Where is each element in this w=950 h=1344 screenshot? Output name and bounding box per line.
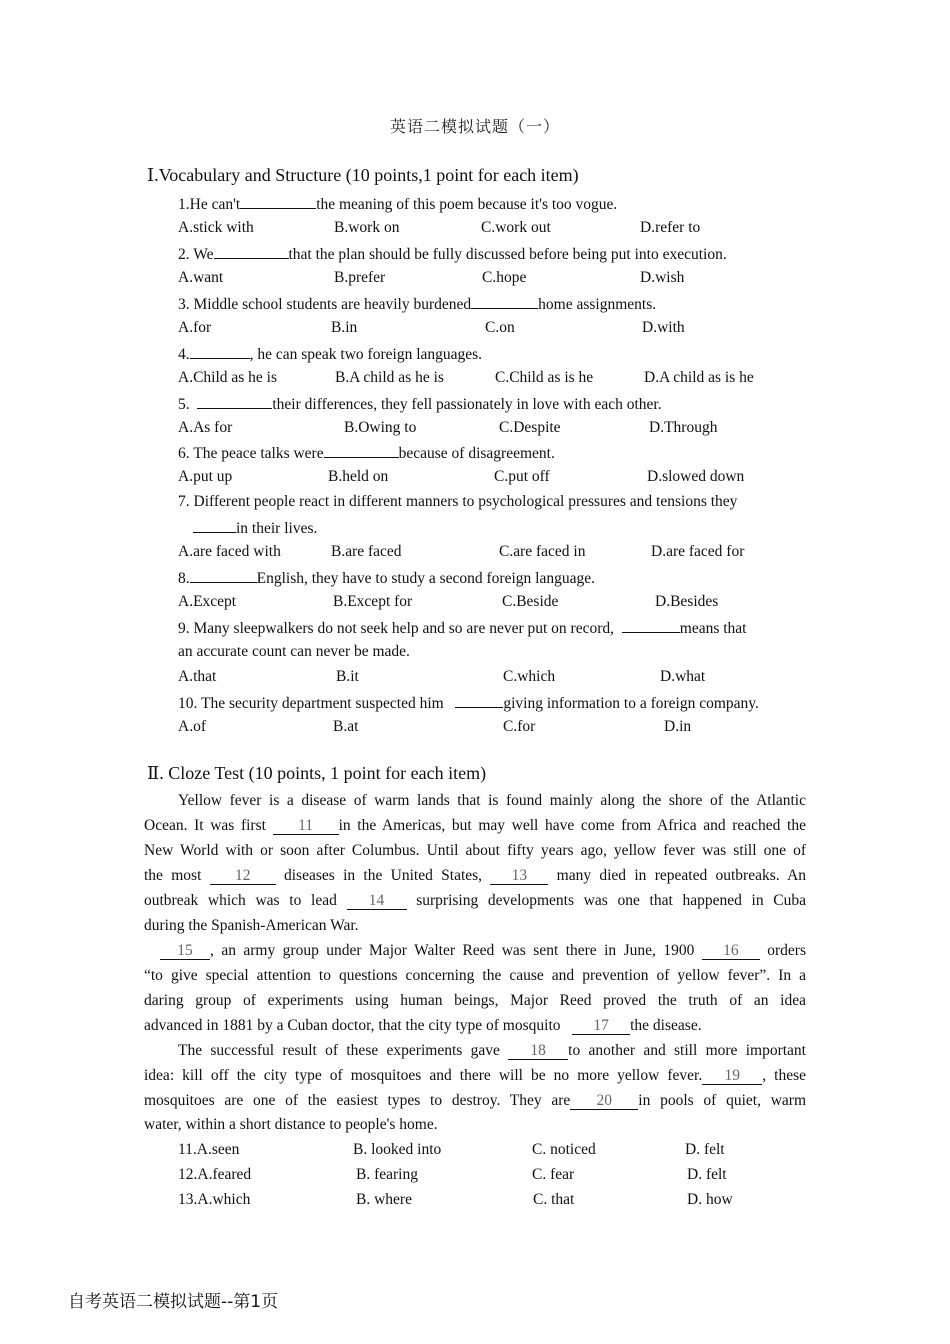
option-8c: C.Beside <box>502 593 559 610</box>
option-11a: 11.A.seen <box>178 1141 240 1158</box>
cloze-line-4: the most 12 diseases in the United States, 13 many died in repeated outbreaks. An <box>144 867 807 884</box>
question-10: 10. The security department suspected him giving information to a foreign company. <box>178 692 759 714</box>
cloze-line-3: New World with or soon after Columbus. Until about fifty years ago, yellow fever was still one of <box>144 842 806 859</box>
option-5d: D.Through <box>649 419 718 436</box>
answer-blank <box>471 293 538 309</box>
option-7b: B.are faced <box>331 543 402 560</box>
option-9d: D.what <box>660 668 706 685</box>
answer-blank <box>197 393 272 409</box>
cloze-line-12: idea: kill off the city type of mosquitoes and there will be no more yellow fever. 19 , these <box>144 1067 806 1084</box>
option-1b: B.work on <box>334 219 400 236</box>
answer-blank <box>193 517 236 533</box>
option-13d: D. how <box>687 1191 733 1208</box>
question-9: 9. Many sleepwalkers do not seek help and so are never put on record, means that <box>178 617 746 639</box>
option-8a: A.Except <box>178 593 237 610</box>
blank-12: 12 <box>210 868 276 885</box>
option-4c: C.Child as is he <box>495 369 594 386</box>
option-6c: C.put off <box>494 468 550 485</box>
question-7-cont: in their lives. <box>193 517 317 539</box>
option-7c: C.are faced in <box>499 543 586 560</box>
option-7d: D.are faced for <box>651 543 745 560</box>
option-10b: B.at <box>333 718 359 735</box>
blank-14: 14 <box>347 893 407 910</box>
option-8d: D.Besides <box>655 593 719 610</box>
option-12d: D. felt <box>687 1166 727 1183</box>
option-2c: C.hope <box>482 269 527 286</box>
cloze-line-13: mosquitoes are one of the easiest types to destroy. They are 20 in pools of quiet, warm <box>144 1092 806 1109</box>
blank-15: 15 <box>160 943 210 960</box>
question-9-cont: an accurate count can never be made. <box>178 643 410 660</box>
option-9c: C.which <box>503 668 556 685</box>
option-4d: D.A child as is he <box>644 369 754 386</box>
option-11b: B. looked into <box>353 1141 442 1158</box>
question-6: 6. The peace talks were because of disagreement. <box>178 442 555 464</box>
option-1a: A.stick with <box>178 219 254 236</box>
option-10d: D.in <box>664 718 692 735</box>
blank-19: 19 <box>702 1068 762 1085</box>
option-5b: B.Owing to <box>344 419 417 436</box>
question-7: 7. Different people react in different manners to psychological pressures and tensions they <box>178 493 738 510</box>
option-10a: A.of <box>178 718 206 735</box>
option-6b: B.held on <box>328 468 389 485</box>
cloze-line-9: daring group of experiments using human beings, Major Reed proved the truth of an idea <box>144 992 806 1009</box>
question-5: 5. their differences, they fell passionately in love with each other. <box>178 393 662 415</box>
option-3d: D.with <box>642 319 685 336</box>
option-12b: B. fearing <box>356 1166 418 1183</box>
answer-blank <box>190 567 257 583</box>
question-2: 2. We that the plan should be fully discussed before being put into execution. <box>178 243 727 265</box>
option-8b: B.Except for <box>333 593 413 610</box>
blank-20: 20 <box>570 1093 638 1110</box>
option-9a: A.that <box>178 668 217 685</box>
option-11c: C. noticed <box>532 1141 596 1158</box>
option-6d: D.slowed down <box>647 468 745 485</box>
option-2a: A.want <box>178 269 224 286</box>
option-3a: A.for <box>178 319 212 336</box>
answer-blank <box>622 617 680 633</box>
answer-blank <box>214 243 289 259</box>
option-6a: A.put up <box>178 468 233 485</box>
option-13a: 13.A.which <box>178 1191 251 1208</box>
cloze-line-6: during the Spanish-American War. <box>144 917 359 934</box>
cloze-line-2: Ocean. It was first 11 in the Americas, but may well have come from Africa and reached the <box>144 817 806 834</box>
blank-17: 17 <box>572 1018 630 1035</box>
answer-blank <box>455 692 503 708</box>
cloze-line-5: outbreak which was to lead 14 surprising developments was one that happened in Cuba <box>144 892 807 909</box>
cloze-line-8: “to give special attention to questions concerning the cause and prevention of yellow fever”. In a <box>144 967 806 984</box>
question-1: 1.He can't the meaning of this poem because it's too vogue. <box>178 193 617 215</box>
cloze-line-11: The successful result of these experiments gave 18 to another and still more important <box>178 1042 806 1059</box>
option-12c: C. fear <box>532 1166 575 1183</box>
cloze-line-1: Yellow fever is a disease of warm lands that is found mainly along the shore of the Atlantic <box>178 792 806 809</box>
option-10c: C.for <box>503 718 536 735</box>
question-3: 3. Middle school students are heavily burdened home assignments. <box>178 293 656 315</box>
option-12a: 12.A.feared <box>178 1166 252 1183</box>
option-5a: A.As for <box>178 419 233 436</box>
option-4b: B.A child as he is <box>335 369 444 386</box>
option-3c: C.on <box>485 319 515 336</box>
option-1c: C.work out <box>481 219 551 236</box>
option-2b: B.prefer <box>334 269 386 286</box>
option-13c: C. that <box>533 1191 575 1208</box>
cloze-line-7: 15 , an army group under Major Walter Reed was sent there in June, 1900 16 orders <box>160 941 806 961</box>
option-5c: C.Despite <box>499 419 561 436</box>
option-3b: B.in <box>331 319 358 336</box>
page-footer: 自考英语二模拟试题--第1页 <box>68 1292 279 1312</box>
answer-blank <box>324 442 399 458</box>
cloze-line-10: advanced in 1881 by a Cuban doctor, that the city type of mosquito 17 the disease. <box>144 1017 702 1034</box>
blank-11: 11 <box>273 818 339 835</box>
option-9b: B.it <box>336 668 359 685</box>
option-1d: D.refer to <box>640 219 701 236</box>
question-4: 4. , he can speak two foreign languages. <box>178 343 482 365</box>
option-2d: D.wish <box>640 269 685 286</box>
cloze-line-14: water, within a short distance to people's home. <box>144 1116 438 1133</box>
section-2-heading: Ⅱ. Cloze Test (10 points, 1 point for each item) <box>147 763 487 783</box>
option-11d: D. felt <box>685 1141 725 1158</box>
question-8: 8. English, they have to study a second foreign language. <box>178 567 595 589</box>
section-1-heading: Ⅰ.Vocabulary and Structure (10 points,1 point for each item) <box>147 165 579 185</box>
answer-blank <box>240 193 316 209</box>
page-title: 英语二模拟试题（一） <box>389 117 560 136</box>
blank-18: 18 <box>508 1043 568 1060</box>
option-13b: B. where <box>356 1191 412 1208</box>
blank-13: 13 <box>490 868 548 885</box>
option-7a: A.are faced with <box>178 543 281 560</box>
answer-blank <box>190 343 250 359</box>
option-4a: A.Child as he is <box>178 369 278 386</box>
blank-16: 16 <box>702 943 760 960</box>
